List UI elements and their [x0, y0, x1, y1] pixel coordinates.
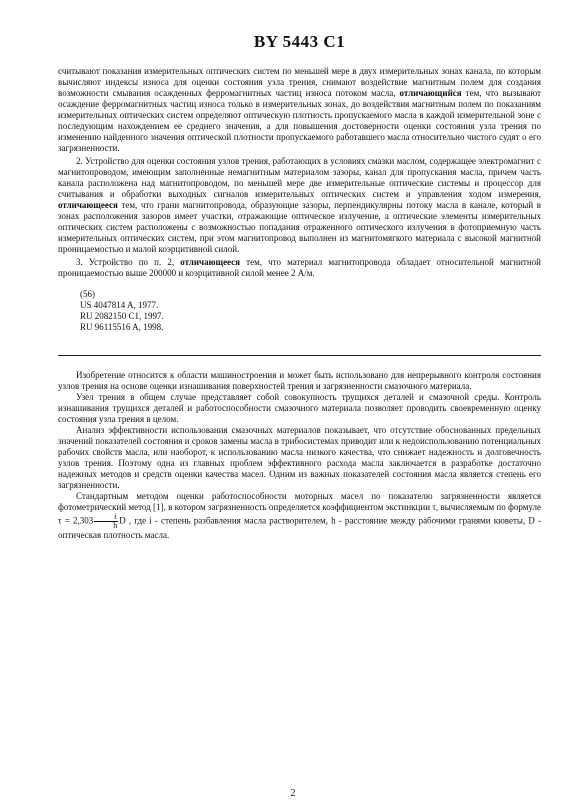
claim-keyword: отличающееся: [58, 200, 118, 210]
description-paragraph-formula: Стандартным методом оценки работоспособности моторных масел по показателю загрязненности является фотометрический метод [1], в котором загрязненность определяется коэффициентом экстинкции τ, вычисляемым по формуле τ = 2,303 $\frac{i}{h}$ D , где i - степень разбавления масла растворителем, h - расстояние между рабочими гранями кюветы, D - оптическая плотность масла.: [58, 491, 541, 540]
patent-number-header: BY 5443 C1: [253, 32, 346, 51]
formula-fraction: $\frac{i}{h}$: [94, 513, 118, 530]
description-paragraph: Анализ эффективности использования смазочных материалов показывает, что отсутствие обоснованных предельных значений показателей состояния и сроков замены масла в трибосистемах приводит или к недоиспользованию потенциальных рабочих свойств масла, или наоборот, к использованию масла низкого качества, что снижает надежность и долговечность узлов трения. Поэтому одна из главных проблем эффективного расхода масла заключается в разработке достаточно надежных методов и средств оценки качества масел. Одним из важных показателей состояния масла является степень его загрязненности.: [58, 425, 541, 490]
reference-item: RU 96115516 A, 1998.: [80, 322, 164, 332]
claims-section: [58, 66, 541, 279]
claim-keyword: отличающееся: [180, 257, 241, 267]
claim-2: 2. Устройство для оценки состояния узлов трения, работающих в условиях смазки маслом, содержащее электромагнит с магнитопроводом, имеющим заполненные немагнитным материалом зазоры, канал для пропускания масла, причем часть канала расположена над магнитопроводом, по меньшей мере две измерительные оптические системы и процессор для считывания и обработки выходных сигналов измерительных оптических систем и управления ходом измерения, отличающееся тем, что грани магнитопровода, образующие зазоры, перпендикулярны потоку масла в канале, который в зонах расположения зазоров имеет участки, отражающие оптическое излучение, а оптические элементы измерительных оптических систем расположены с возможностью попадания отраженного оптического излучения в фотоприемную часть измерительных оптических систем, при этом магнитопровод выполнен из магнитомягкого материала с высокой магнитной проницаемостью и малой коэрцитивной силой.: [58, 156, 541, 254]
claim-1-continuation: считывают показания измерительных оптических систем по меньшей мере в двух измерительных зонах канала, по которым вычисляют индексы износа для оценки состояния узла трения, снимают воздействие магнитным полем для создания возможности смывания осажденных ферромагнитных частиц износа потоком масла, отличающийся тем, что вызывают осаждение ферромагнитных частиц износа только в измерительных зонах, до воздействия магнитным полем по показаниям измерительных оптических систем определяют оптическую плотность пропускаемого масла в каждой измерительной зоне с последующим нахождением ее среднего значения, а для повышения достоверности оценки состояния узла трения по изменению найденного значения оптической плотности пропускаемого работавшего масла относительно чистого судят о его загрязненности.: [58, 66, 541, 153]
description-paragraph: Узел трения в общем случае представляет собой совокупность трущихся деталей и смазочной среды. Контроль изнашивания трущихся деталей и работоспособности смазочного материала позволяет проводить своевременную оценку состояния узла трения в целом.: [58, 392, 541, 424]
page-number: 2: [290, 788, 296, 799]
reference-item: US 4047814 A, 1977.: [80, 300, 159, 310]
reference-item: RU 2082150 C1, 1997.: [80, 311, 164, 321]
cited-references: [80, 289, 541, 333]
section-divider: [58, 355, 541, 356]
description-paragraph: Изобретение относится к области машиностроения и может быть использовано для непрерывного контроля состояния узлов трения на основе оценки изнашивания поверхностей трения и загрязненности смазочного материала.: [58, 370, 541, 391]
claim-keyword: отличающийся: [399, 88, 462, 98]
references-label: (56): [80, 289, 95, 299]
claim-3: 3. Устройство по п. 2, отличающееся тем, что материал магнитопровода обладает относительной магнитной проницаемостью выше 200000 и коэрцитивной силой менее 2 А/м.: [58, 257, 541, 278]
description-section: [58, 370, 541, 541]
